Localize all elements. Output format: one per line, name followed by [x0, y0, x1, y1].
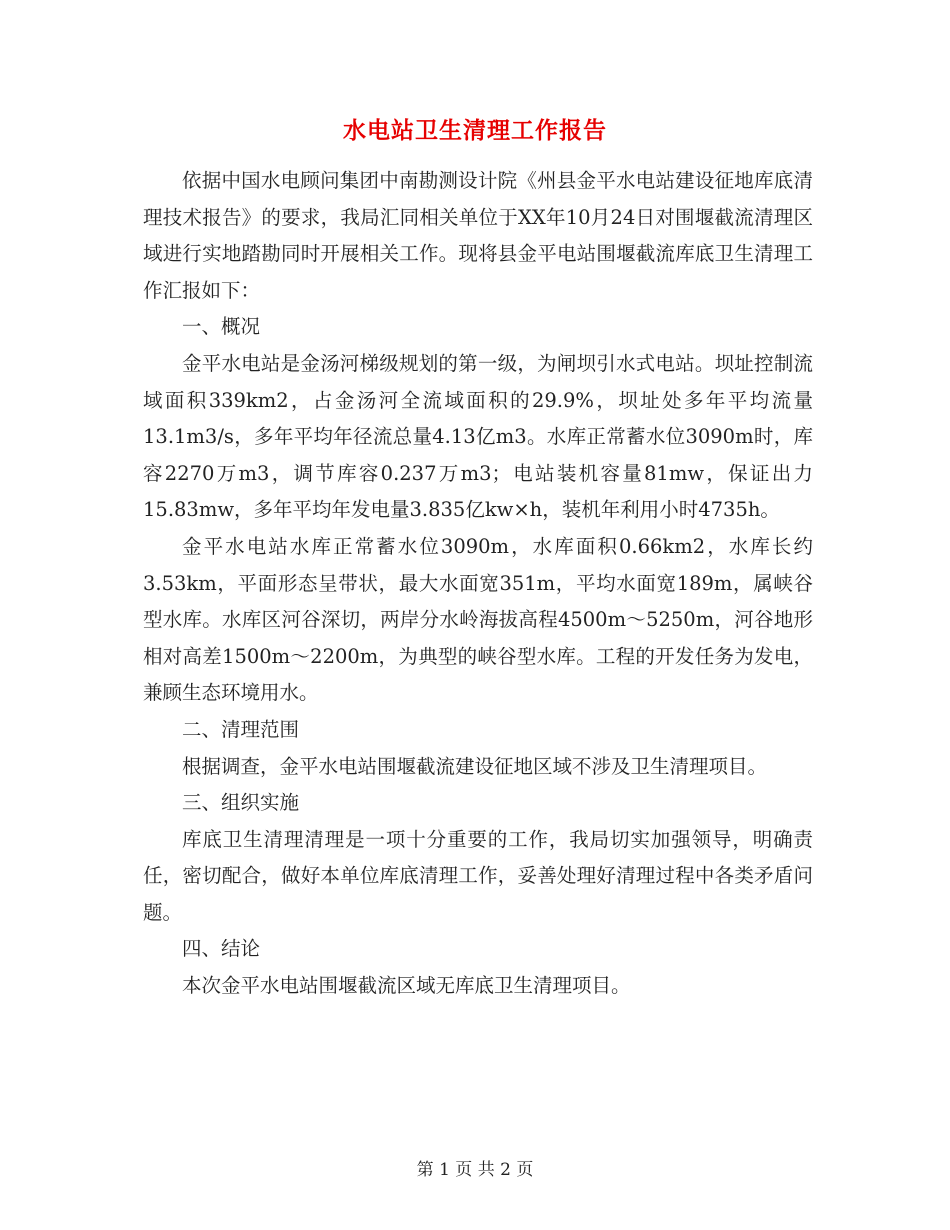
section-heading-conclusion: 四、结论	[182, 937, 261, 961]
section-heading-implementation: 三、组织实施	[182, 791, 300, 815]
paragraph-scope: 根据调查，金平水电站围堰截流建设征地区域不涉及卫生清理项目。	[182, 754, 768, 778]
section-heading-scope: 二、清理范围	[182, 717, 300, 741]
paragraph-intro: 依据中国水电顾问集团中南勘测设计院《州县金平水电站建设征地库底清理技术报告》的要求，我局汇同相关单位于XX年10月24日对围堰截流清理区域进行实地踏勘同时开展相关工作。现将县金平电站围堰截流库底卫生清理工作汇报如下：	[143, 169, 813, 302]
section-heading-overview: 一、概况	[182, 315, 261, 339]
page-footer: 第 1 页 共 2 页	[416, 1160, 534, 1180]
paragraph-conclusion: 本次金平水电站围堰截流区域无库底卫生清理项目。	[182, 974, 631, 998]
paragraph-overview-1: 金平水电站是金汤河梯级规划的第一级，为闸坝引水式电站。坝址控制流域面积339km2，占金汤河全流域面积的29.9%，坝址处多年平均流量13.1m3/s，多年平均年径流总量4.13亿m3。水库正常蓄水位3090m时，库容2270万m3，调节库容0.237万m3；电站装机容量81mw，保证出力15.83mw，多年平均年发电量3.835亿kw×h，装机年利用小时4735h。	[143, 351, 813, 522]
paragraph-implementation: 库底卫生清理清理是一项十分重要的工作，我局切实加强领导，明确责任，密切配合，做好本单位库底清理工作，妥善处理好清理过程中各类矛盾问题。	[143, 827, 813, 924]
document-title: 水电站卫生清理工作报告	[343, 117, 607, 144]
document-body	[143, 163, 813, 1005]
paragraph-overview-2: 金平水电站水库正常蓄水位3090m，水库面积0.66km2，水库长约3.53km，平面形态呈带状，最大水面宽351m，平均水面宽189m，属峡谷型水库。水库区河谷深切，两岸分水岭海拔高程4500m～5250m，河谷地形相对高差1500m～2200m，为典型的峡谷型水库。工程的开发任务为发电，兼顾生态环境用水。	[143, 534, 813, 705]
